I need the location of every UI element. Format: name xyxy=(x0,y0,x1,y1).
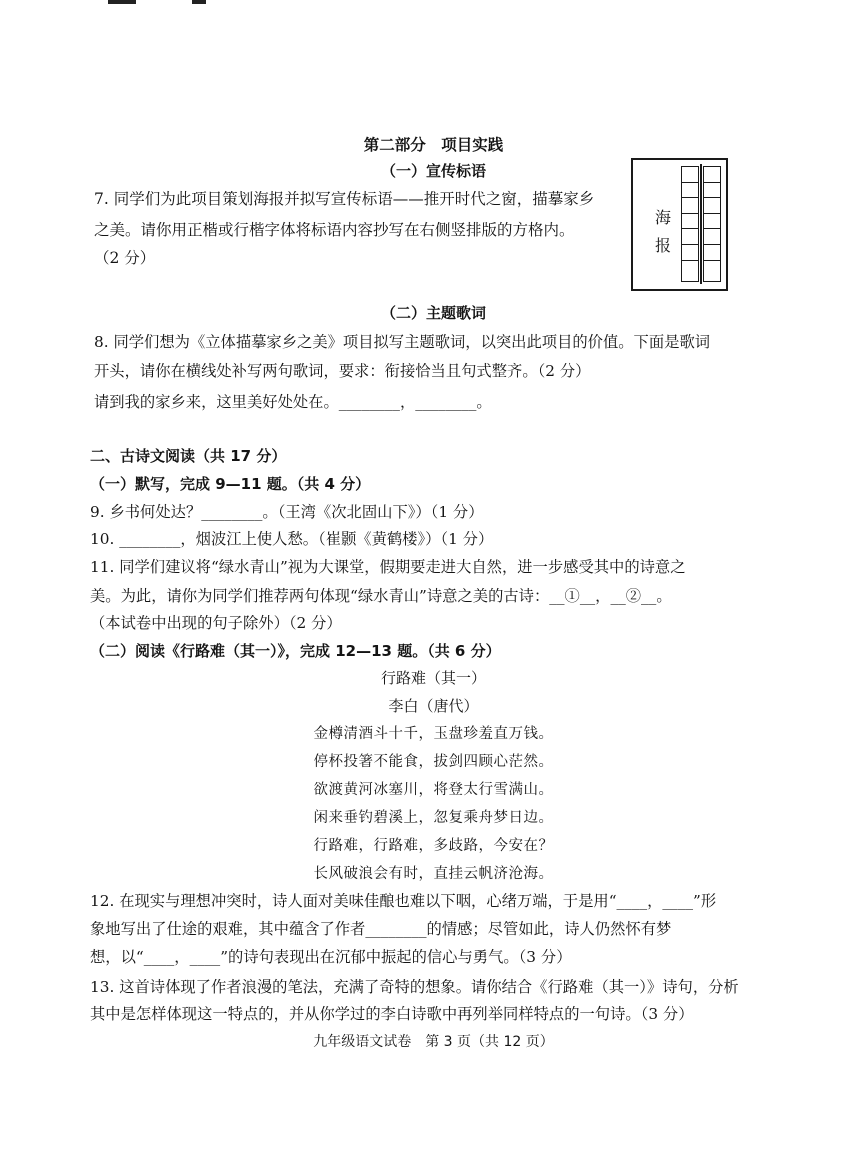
scan-mark xyxy=(192,0,206,4)
poem-line: 闲来垂钓碧溪上，忽复乘舟梦日边。 xyxy=(313,810,554,826)
section-heading: 二、古诗文阅读（共 17 分） xyxy=(90,447,287,465)
poem-line: 停杯投箸不能食，拔剑四顾心茫然。 xyxy=(313,754,554,770)
subsection-heading: （二）主题歌词 xyxy=(380,304,486,322)
question-11-line: 11. 同学们建议将“绿水青山”视为大课堂，假期要走进大自然，进一步感受其中的诗意之 xyxy=(90,558,686,576)
poem-line: 行路难，行路难，多歧路，今安在？ xyxy=(313,838,554,854)
question-13-line: 13. 这首诗体现了作者浪漫的笔法，充满了奇特的想象。请你结合《行路难（其一）》诗句，分析 xyxy=(90,978,739,996)
question-7-line: 7. 同学们为此项目策划海报并拟写宣传标语——推开时代之窗，描摹家乡 xyxy=(94,190,595,208)
question-10: 10. ________，烟波江上使人愁。（崔颢《黄鹤楼》）（1 分） xyxy=(90,530,494,548)
part-heading: 第二部分 项目实践 xyxy=(363,136,504,154)
subsection-heading: （二）阅读《行路难（其一）》，完成 12—13 题。（共 6 分） xyxy=(90,642,501,660)
lyric-fill-line: 请到我的家乡来，这里美好处处在。________，________。 xyxy=(94,393,492,411)
poster-label xyxy=(653,204,673,260)
question-12-line: 想，以“____，____”的诗句表现出在沉郁中振起的信心与勇气。（3 分） xyxy=(90,948,572,966)
scan-mark xyxy=(108,0,136,4)
poem-author: 李白（唐代） xyxy=(388,697,479,715)
grid-divider xyxy=(700,164,702,284)
poem-title: 行路难（其一） xyxy=(380,669,486,687)
question-8-line: 8. 同学们想为《立体描摹家乡之美》项目拟写主题歌词，以突出此项目的价值。下面是歌词 xyxy=(94,333,711,351)
poster-label-char: 海 xyxy=(654,208,671,227)
question-7-line: 之美。请你用正楷或行楷字体将标语内容抄写在右侧竖排版的方格内。 xyxy=(94,221,575,239)
poem-line: 长风破浪会有时，直挂云帆济沧海。 xyxy=(313,866,554,882)
question-11-line: 美。为此，请你为同学们推荐两句体现“绿水青山”诗意之美的古诗：__①__，__②__。 xyxy=(90,587,672,605)
page-footer: 九年级语文试卷 第 3 页（共 12 页） xyxy=(313,1034,554,1050)
writing-grid-column[interactable] xyxy=(681,166,699,282)
poem-line: 金樽清酒斗十千，玉盘珍羞直万钱。 xyxy=(313,726,554,742)
subsection-heading: （一）宣传标语 xyxy=(380,162,486,180)
question-13-line: 其中是怎样体现这一特点的，并从你学过的李白诗歌中再列举同样特点的一句诗。（3 分） xyxy=(90,1005,694,1023)
poster-label-char: 报 xyxy=(654,236,671,255)
question-8-line: 开头，请你在横线处补写两句歌词，要求：衔接恰当且句式整齐。（2 分） xyxy=(94,362,591,380)
question-11-line: （本试卷中出现的句子除外）（2 分） xyxy=(90,614,342,632)
question-12-line: 12. 在现实与理想冲突时，诗人面对美味佳酿也难以下咽，心绪万端，于是用“____，____”形 xyxy=(90,892,717,910)
subsection-heading: （一）默写，完成 9—11 题。（共 4 分） xyxy=(90,475,371,493)
question-7-line: （2 分） xyxy=(94,249,156,267)
poster-box xyxy=(631,158,728,291)
question-12-line: 象地写出了仕途的艰难，其中蕴含了作者________的情感；尽管如此，诗人仍然怀有梦 xyxy=(90,920,672,938)
writing-grid-column[interactable] xyxy=(703,166,721,282)
poem-line: 欲渡黄河冰塞川，将登太行雪满山。 xyxy=(313,782,554,798)
question-9: 9. 乡书何处达？________。（王湾《次北固山下》）（1 分） xyxy=(90,503,484,521)
